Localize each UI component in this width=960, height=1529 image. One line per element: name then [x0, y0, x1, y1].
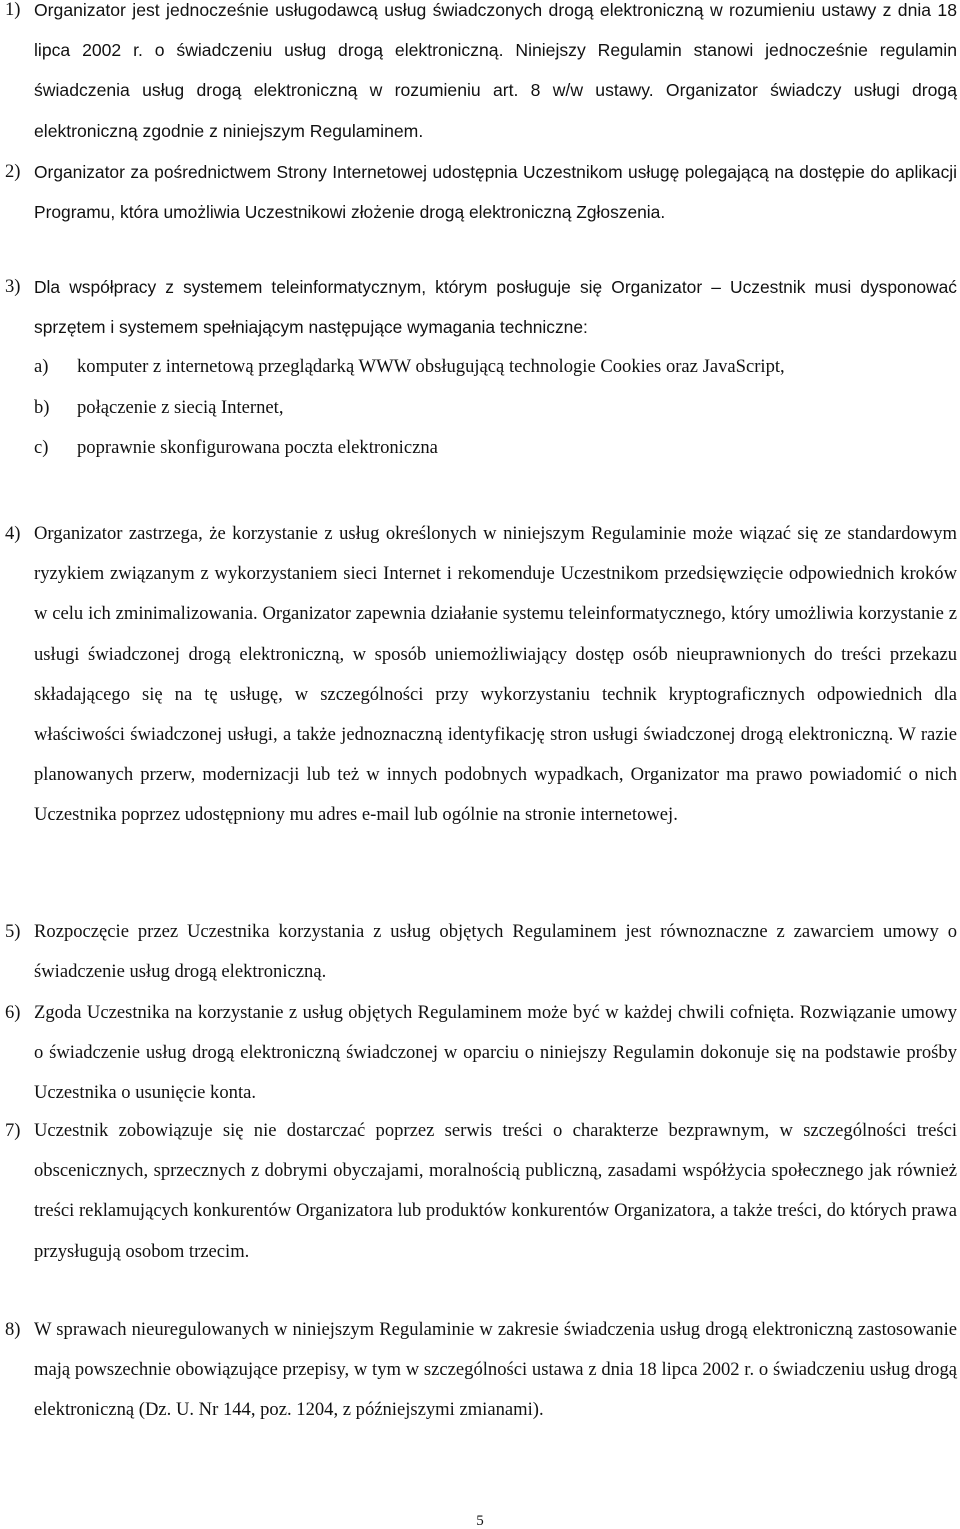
item-number: 6): [5, 1002, 21, 1023]
page-number: 5: [476, 1513, 484, 1529]
sub-item-letter: a): [34, 356, 49, 378]
item-number: 1): [5, 0, 21, 20]
list-item: [0, 1111, 960, 1272]
list-item-body: [0, 267, 960, 347]
sub-item-letter: b): [34, 396, 50, 418]
item-number: 3): [5, 276, 21, 297]
item-number: 2): [5, 161, 21, 182]
item-text: Rozpoczęcie przez Uczestnika korzystania z usług objętych Regulaminem jest równoznaczne z zawarciem umowy o świadczenie usług drogą elektroniczną.: [34, 921, 957, 983]
item-text: Organizator jest jednocześnie usługodawcą usług świadczonych drogą elektroniczną w rozumieniu ustawy z dnia 18 lipca 2002 r. o świadczeniu usług drogą elektroniczną. Niniejszy Regulamin stanowi jednocześnie regulamin świadczenia usług drogą elektroniczną w rozumieniu art. 8 w/w ustawy. Organizator świadczy usługi drogą elektroniczną zgodnie z niniejszym Regulaminem.: [34, 0, 957, 141]
sub-item-text: poprawnie skonfigurowana poczta elektroniczna: [77, 436, 438, 458]
sub-item: [0, 388, 960, 428]
item-text: Organizator za pośrednictwem Strony Internetowej udostępnia Uczestnikom usługę polegającą na dostępie do aplikacji Programu, która umożliwia Uczestnikowi złożenie drogą elektroniczną Zgłoszenia.: [34, 162, 957, 223]
item-text: Organizator zastrzega, że korzystanie z usług określonych w niniejszym Regulaminie może wiązać się ze standardowym ryzykiem związanym z wykorzystaniem sieci Internet i rekomenduje Uczestnikom przedsięwzięcie odpowiednich kroków w celu ich zminimalizowania. Organizator zapewnia działanie systemu teleinformatycznego, który umożliwia korzystanie z usługi świadczonej drogą elektroniczną, w sposób uniemożliwiający dostęp osób nieuprawnionych do treści przekazu składającego się na tę usługę, w szczególności przy wykorzystaniu technik kryptograficznych odpowiednich dla właściwości świadczonej usługi, a także jednoznaczną identyfikację stron usługi świadczonej drogą elektroniczną. W razie planowanych przerw, modernizacji lub też w innych podobnych wypadkach, Organizator ma prawo powiadomić o nich Uczestnika poprzez udostępniony mu adres e-mail lub ogólnie na stronie internetowej.: [34, 523, 957, 826]
item-text: Zgoda Uczestnika na korzystanie z usług objętych Regulaminem może być w każdej chwili cofnięta. Rozwiązanie umowy o świadczenie usług drogą elektroniczną świadczonej w oparciu o niniejszy Regulamin dokonuje się na podstawie prośby Uczestnika o usunięcie konta.: [34, 1002, 957, 1104]
list-item: [0, 0, 960, 151]
item-number: 8): [5, 1319, 21, 1340]
item-text: W sprawach nieuregulowanych w niniejszym Regulaminie w zakresie świadczenia usług drogą elektroniczną zastosowanie mają powszechnie obowiązujące przepisy, w tym w szczególności ustawa z dnia 18 lipca 2002 r. o świadczeniu usług drogą elektroniczną (Dz. U. Nr 144, poz. 1204, z późniejszymi zmianami).: [34, 1319, 957, 1421]
sub-item-text: komputer z internetową przeglądarką WWW obsługującą technologie Cookies oraz JavaScript,: [77, 356, 785, 378]
list-item: [0, 1310, 960, 1431]
sub-item: [0, 347, 960, 387]
sub-item: [0, 428, 960, 468]
item-text: Uczestnik zobowiązuje się nie dostarczać poprzez serwis treści o charakterze bezprawnym, w szczególności treści obscenicznych, sprzecznych z dobrymi obyczajami, moralnością publiczną, zasadami współżycia społecznego jak również treści reklamujących konkurentów Organizatora lub produktów konkurentów Organizatora, a także treści, do których prawa przysługują osobom trzecim.: [34, 1120, 957, 1262]
item-text: Dla współpracy z systemem teleinformatycznym, którym posługuje się Organizator – Uczestnik musi dysponować sprzętem i systemem spełniającym następujące wymagania techniczne:: [34, 277, 957, 338]
sub-item-letter: c): [34, 436, 49, 458]
list-item: [0, 514, 960, 836]
list-item: [0, 267, 960, 468]
item-number: 7): [5, 1120, 21, 1141]
list-item: [0, 152, 960, 232]
sub-item-text: połączenie z siecią Internet,: [77, 396, 284, 418]
item-number: 5): [5, 921, 21, 942]
item-number: 4): [5, 523, 21, 544]
list-item: [0, 993, 960, 1114]
list-item: [0, 912, 960, 992]
